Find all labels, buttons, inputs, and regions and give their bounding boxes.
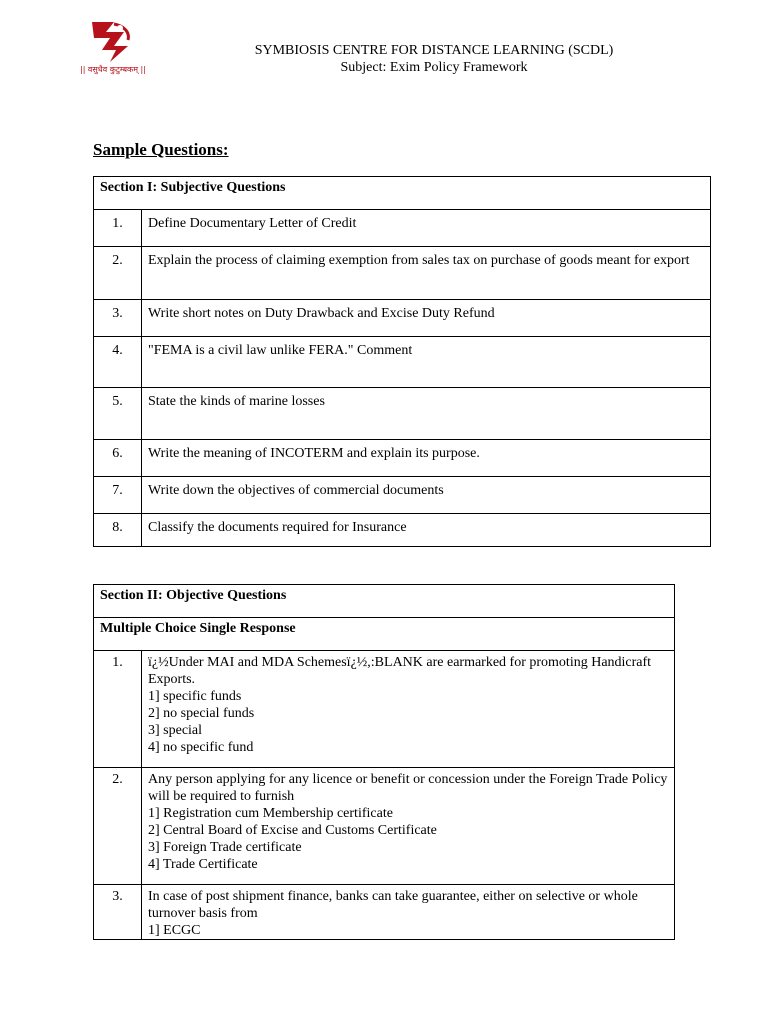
subject-line: Subject: Exim Policy Framework: [340, 60, 528, 75]
question-number: 7.: [94, 477, 142, 514]
question-text: Write short notes on Duty Drawback and Excise Duty Refund: [142, 300, 711, 337]
section-title: Section II: Objective Questions: [94, 585, 675, 618]
table-row: [94, 885, 675, 940]
answer-option: 1] specific funds: [148, 689, 242, 704]
logo-motto: || वसुधैव कुटुम्बकम् ||: [80, 65, 146, 74]
question-cell: [142, 885, 675, 940]
question-stem: In case of post shipment finance, banks can take guarantee, either on selective or whole turnover basis from: [148, 889, 638, 921]
table-row: [94, 337, 711, 388]
subjective-questions-table: [93, 176, 711, 547]
table-row: [94, 210, 711, 247]
question-number: 1.: [94, 210, 142, 247]
page-title: Sample Questions:: [93, 140, 229, 159]
question-number: 2.: [94, 768, 142, 885]
answer-option: 1] Registration cum Membership certificate: [148, 806, 393, 821]
question-text: "FEMA is a civil law unlike FERA." Comment: [142, 337, 711, 388]
table-row: [94, 300, 711, 337]
section-title: Section I: Subjective Questions: [94, 177, 711, 210]
section-subtitle: Multiple Choice Single Response: [94, 618, 675, 651]
table-row: [94, 247, 711, 300]
document-header: [160, 42, 708, 76]
table-row: [94, 440, 711, 477]
table-row: [94, 651, 675, 768]
question-number: 5.: [94, 388, 142, 440]
table-row: [94, 514, 711, 547]
table-row: [94, 388, 711, 440]
answer-option: 2] Central Board of Excise and Customs Certificate: [148, 823, 437, 838]
objective-questions-table: [93, 584, 675, 940]
question-text: State the kinds of marine losses: [142, 388, 711, 440]
question-number: 1.: [94, 651, 142, 768]
table-row: [94, 477, 711, 514]
question-number: 2.: [94, 247, 142, 300]
question-cell: [142, 768, 675, 885]
institution-name: SYMBIOSIS CENTRE FOR DISTANCE LEARNING (SCDL): [254, 43, 614, 58]
answer-option: 1] ECGC: [148, 923, 201, 938]
question-cell: [142, 651, 675, 768]
table-row: [94, 768, 675, 885]
answer-option: 4] no specific fund: [148, 740, 254, 755]
question-stem: ï¿½Under MAI and MDA Schemesï¿½,:BLANK are earmarked for promoting Handicraft Exports.: [148, 655, 652, 687]
question-text: Classify the documents required for Insurance: [142, 514, 711, 547]
answer-option: 3] special: [148, 723, 203, 738]
question-stem: Any person applying for any licence or benefit or concession under the Foreign Trade Policy will be required to furnish: [148, 772, 668, 804]
answer-option: 3] Foreign Trade certificate: [148, 840, 302, 855]
question-number: 8.: [94, 514, 142, 547]
answer-option: 2] no special funds: [148, 706, 255, 721]
question-text: Write the meaning of INCOTERM and explain its purpose.: [142, 440, 711, 477]
question-text: Define Documentary Letter of Credit: [142, 210, 711, 247]
question-number: 3.: [94, 885, 142, 940]
question-text: Explain the process of claiming exemption from sales tax on purchase of goods meant for export: [142, 247, 711, 300]
question-number: 3.: [94, 300, 142, 337]
question-number: 4.: [94, 337, 142, 388]
answer-option: 4] Trade Certificate: [148, 857, 258, 872]
question-text: Write down the objectives of commercial documents: [142, 477, 711, 514]
question-number: 6.: [94, 440, 142, 477]
